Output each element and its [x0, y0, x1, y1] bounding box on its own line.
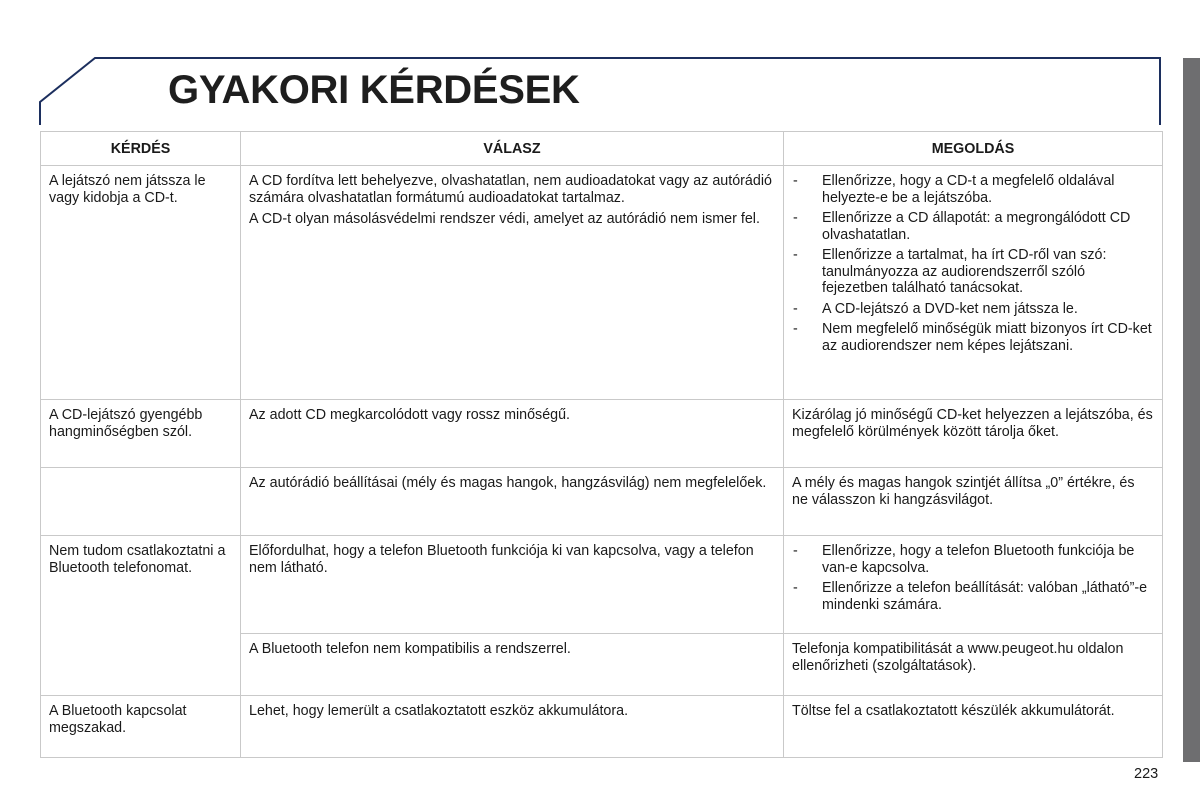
page-number: 223 — [1134, 766, 1159, 782]
table-row — [41, 536, 1163, 634]
table-row — [41, 468, 1163, 536]
solution-list-item — [792, 173, 1154, 206]
solution-item-text: Ellenőrizze, hogy a CD-t a megfelelő oldalával helyezte-e be a lejátszóba. — [822, 173, 1115, 206]
solution-cell: Töltse fel a csatlakoztatott készülék akkumulátorát. — [784, 696, 1163, 758]
solution-item-text: Ellenőrizze a CD állapotát: a megrongálódott CD olvashatatlan. — [822, 210, 1131, 243]
chapter-side-tab — [1183, 58, 1200, 762]
solution-list-item — [792, 247, 1154, 297]
solution-list-item — [792, 210, 1154, 243]
table-row — [41, 696, 1163, 758]
faq-table — [40, 131, 1163, 758]
solution-item-text: Ellenőrizze a tartalmat, ha írt CD-ről van szó: tanulmányozza az audiorendszerről szóló fejezetben található tanácsokat. — [822, 247, 1107, 296]
list-dash: - — [793, 173, 798, 189]
answer-cell: Lehet, hogy lemerült a csatlakoztatott eszköz akkumulátora. — [241, 696, 784, 758]
solution-list-item — [792, 321, 1154, 354]
solution-cell — [784, 166, 1163, 400]
question-cell: A CD-lejátszó gyengébb hangminőségben szól. — [41, 400, 241, 468]
solution-item-text: A CD-lejátszó a DVD-ket nem játssza le. — [822, 300, 1078, 317]
solution-list-item — [792, 301, 1154, 318]
table-header-row — [41, 132, 1163, 166]
answer-cell: A Bluetooth telefon nem kompatibilis a rendszerrel. — [241, 634, 784, 696]
solution-list — [792, 543, 1154, 613]
answer-cell — [241, 166, 784, 400]
solution-cell: A mély és magas hangok szintjét állítsa „0” értékre, és ne válasszon ki hangzásvilágot. — [784, 468, 1163, 536]
question-cell — [41, 468, 241, 536]
solution-cell: Telefonja kompatibilitását a www.peugeot.hu oldalon ellenőrizheti (szolgáltatások). — [784, 634, 1163, 696]
answer-paragraph: A CD-t olyan másolásvédelmi rendszer védi, amelyet az autórádió nem ismer fel. — [249, 211, 760, 227]
header-question: KÉRDÉS — [41, 132, 241, 166]
question-cell: Nem tudom csatlakoztatni a Bluetooth telefonomat. — [41, 536, 241, 696]
question-cell: A lejátszó nem játssza le vagy kidobja a CD-t. — [41, 166, 241, 400]
list-dash: - — [793, 321, 798, 337]
list-dash: - — [793, 580, 798, 596]
answer-cell: Előfordulhat, hogy a telefon Bluetooth funkciója ki van kapcsolva, vagy a telefon nem látható. — [241, 536, 784, 634]
solution-item-text: Nem megfelelő minőségük miatt bizonyos írt CD-ket az audiorendszer nem képes lejátszani. — [822, 321, 1152, 354]
list-dash: - — [793, 300, 798, 317]
list-dash: - — [793, 210, 798, 226]
solution-list-item — [792, 543, 1154, 576]
solution-cell — [784, 536, 1163, 634]
list-dash: - — [793, 543, 798, 559]
question-cell: A Bluetooth kapcsolat megszakad. — [41, 696, 241, 758]
table-row — [41, 166, 1163, 400]
header-answer: VÁLASZ — [241, 132, 784, 166]
answer-paragraph: A CD fordítva lett behelyezve, olvashatatlan, nem audioadatokat vagy az autórádió számára olvashatatlan formátumú audioadatokat tartalmaz. — [249, 173, 772, 206]
answer-cell: Az autórádió beállításai (mély és magas hangok, hangzásvilág) nem megfelelőek. — [241, 468, 784, 536]
solution-list-item — [792, 580, 1154, 613]
page-title: GYAKORI KÉRDÉSEK — [168, 68, 580, 112]
answer-cell: Az adott CD megkarcolódott vagy rossz minőségű. — [241, 400, 784, 468]
solution-list — [792, 173, 1154, 354]
solution-cell: Kizárólag jó minőségű CD-ket helyezzen a lejátszóba, és megfelelő körülmények között tárolja őket. — [784, 400, 1163, 468]
solution-item-text: Ellenőrizze a telefon beállítását: valóban „látható”-e mindenki számára. — [822, 580, 1148, 613]
solution-item-text: Ellenőrizze, hogy a telefon Bluetooth funkciója be van-e kapcsolva. — [822, 543, 1135, 576]
header-solution: MEGOLDÁS — [784, 132, 1163, 166]
list-dash: - — [793, 247, 798, 263]
table-row — [41, 400, 1163, 468]
